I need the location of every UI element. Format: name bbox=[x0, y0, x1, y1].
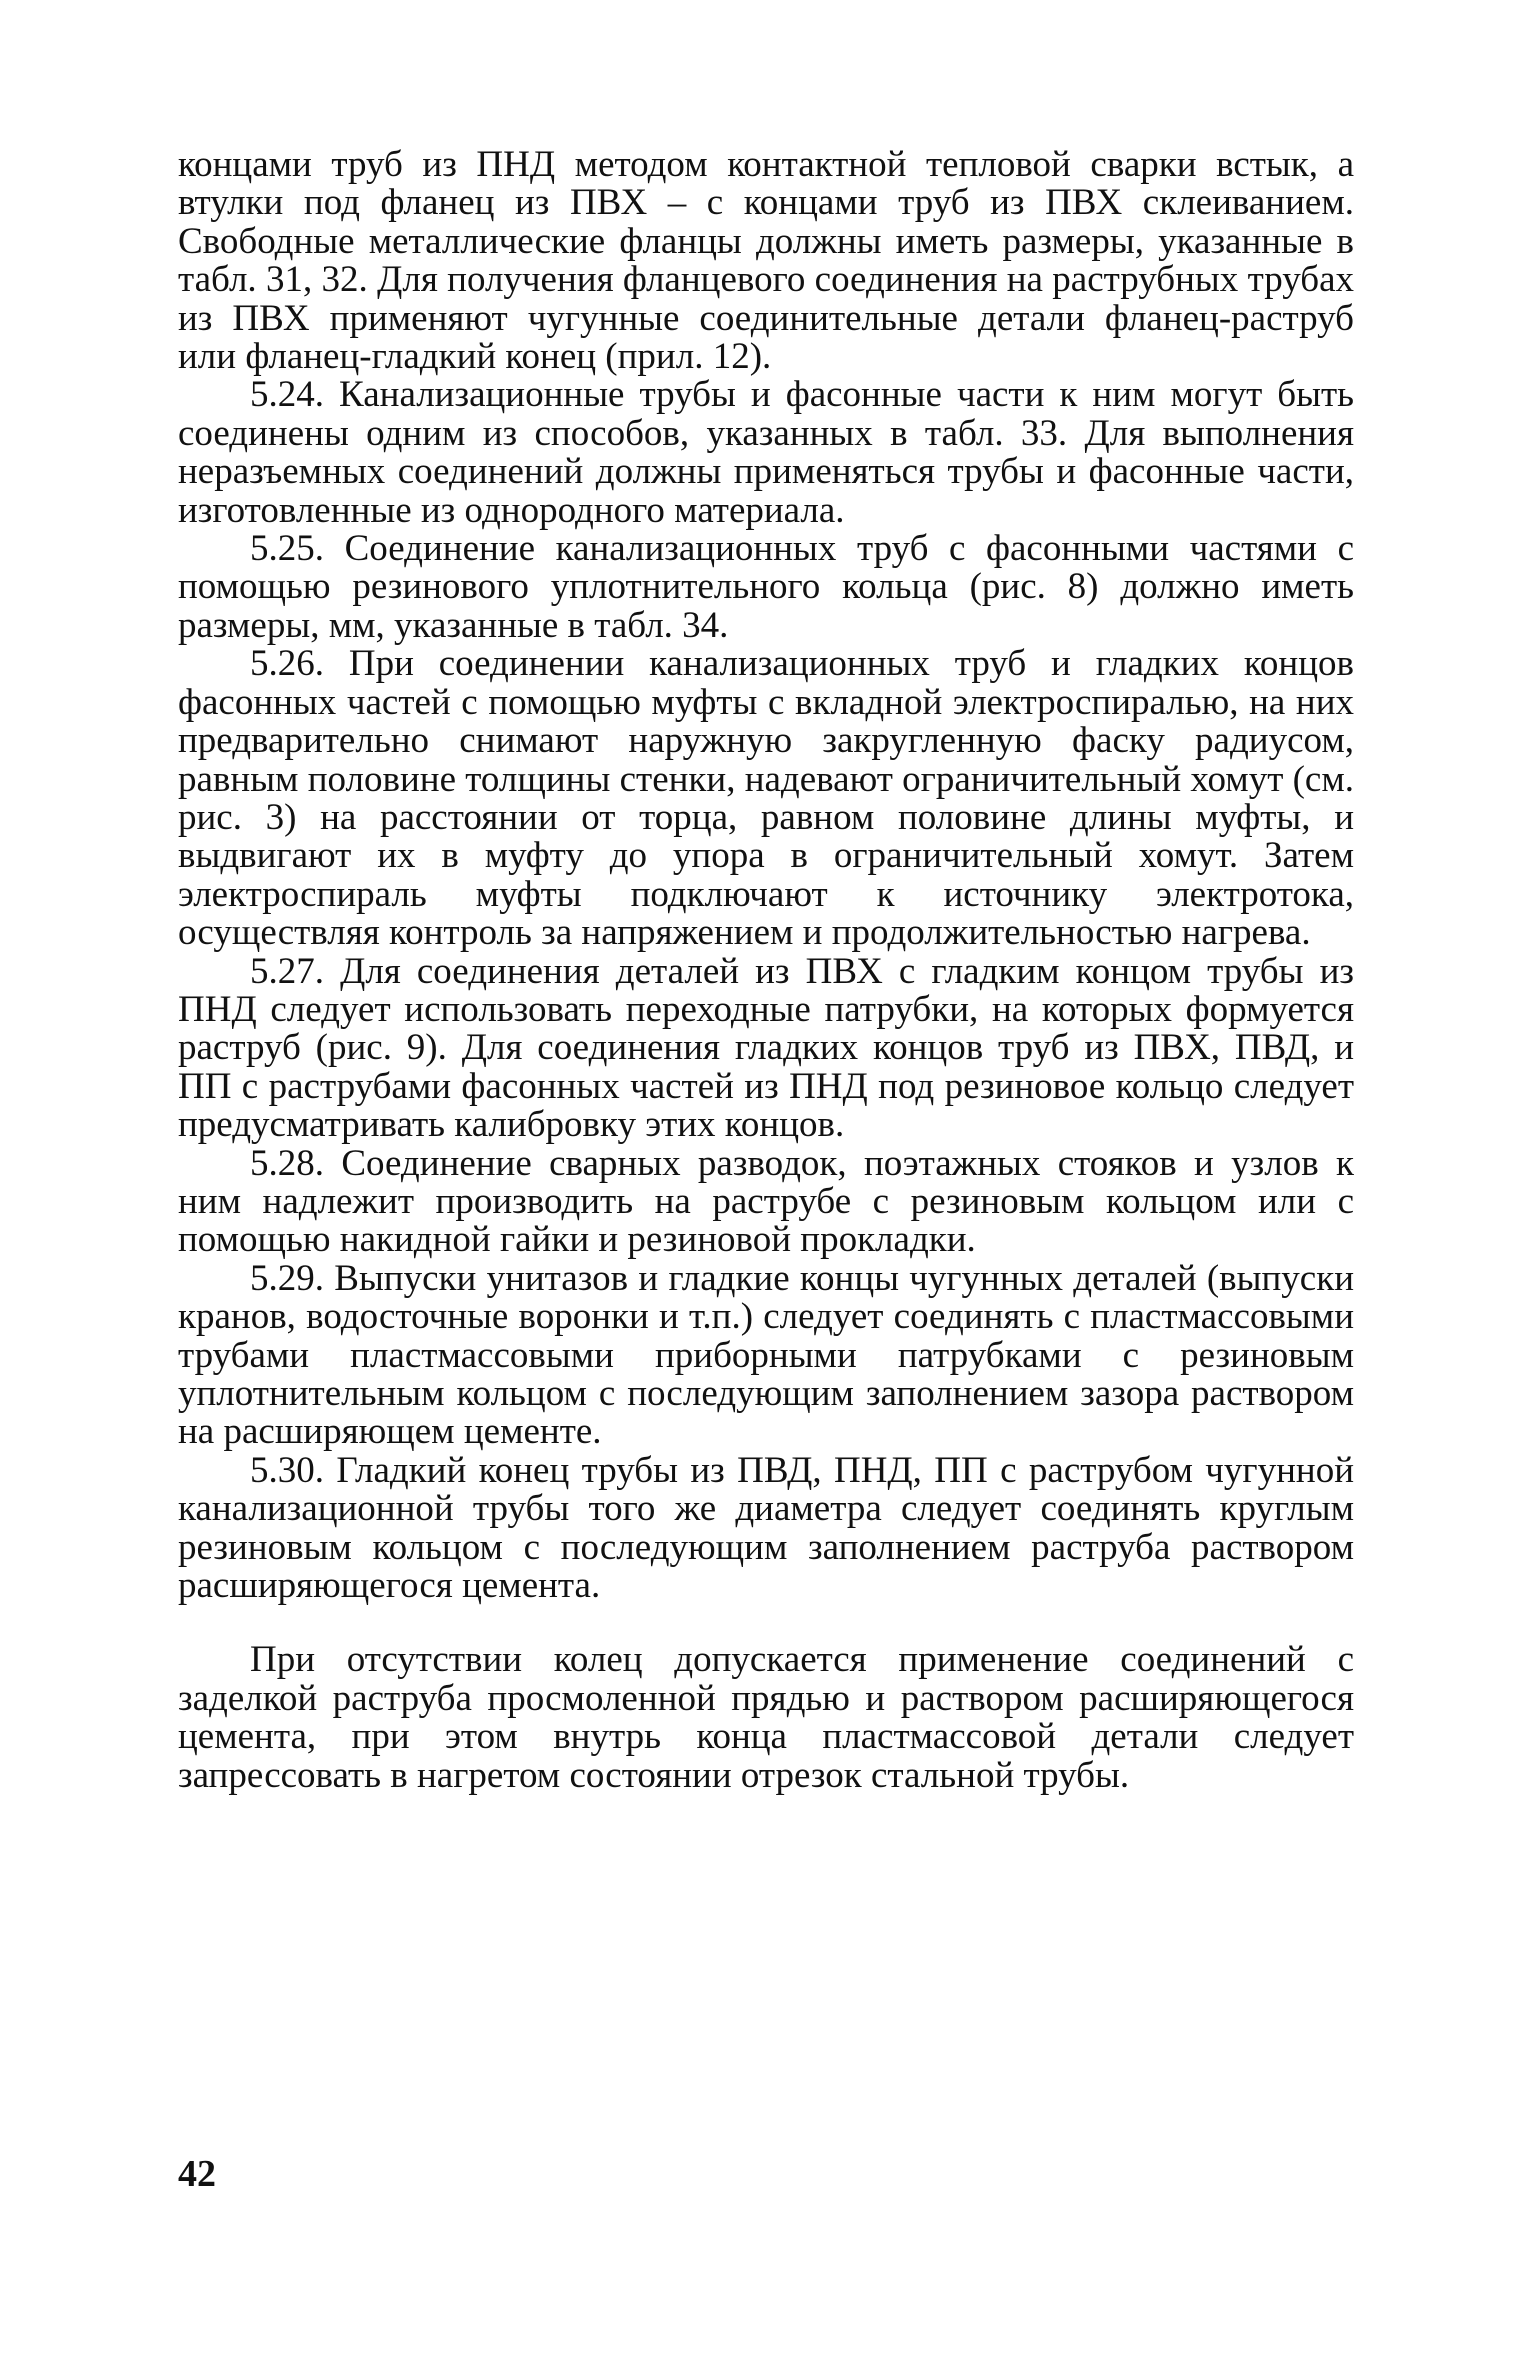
paragraph-5-30: 5.30. Гладкий конец трубы из ПВД, ПНД, ПП с раструбом чугунной канализационной трубы того же диаметра следует соединять круглым резиновым кольцом с последующим заполнением раструба раствором расширяющегося цемента. bbox=[178, 1449, 1354, 1607]
paragraph-5-26: 5.26. При соединении канализационных труб и гладких концов фасонных частей с помощью муфты с вкладной электроспиралью, на них предварительно снимают наружную закругленную фаску радиусом, равным половине толщины стенки, надевают ограничительный хомут (см. рис. 3) на расстоянии от торца, равном половине длины муфты, и выдвигают их в муфту до упора в ограничительный хомут. Затем электроспираль муфты подключают к источнику электротока, осуществляя контроль за напряжением и продолжительностью нагрева. bbox=[178, 643, 1355, 954]
paragraph-continuation: концами труб из ПНД методом контактной тепловой сварки встык, а втулки под фланец из ПВХ – с концами труб из ПВХ склеиванием. Свободные металлические фланцы должны иметь размеры, указанные в табл. 31, 32. Для получения фланцевого соединения на раструбных трубах из ПВХ применяют чугунные соединительные детали фланец-раструб или фланец-гладкий конец (прил. 12). bbox=[178, 144, 1354, 378]
page-number: 42 bbox=[178, 2153, 216, 2195]
paragraph-note: При отсутствии колец допускается применение соединений с заделкой раструба просмоленной прядью и раствором расширяющегося цемента, при этом внутрь конца пластмассовой детали следует запрессовать в нагретом состоянии отрезок стальной трубы. bbox=[178, 1639, 1354, 1796]
paragraph-5-29: 5.29. Выпуски унитазов и гладкие концы чугунных деталей (выпуски кранов, водосточные воронки и т.п.) следует соединять с пластмассовыми трубами пластмассовыми приборными патрубками с резиновым уплотнительным кольцом с последующим заполнением зазора раствором на расширяющем цементе. bbox=[178, 1257, 1354, 1453]
paragraph-5-28: 5.28. Соединение сварных разводок, поэтажных стояков и узлов к ним надлежит производить на раструбе с резиновым кольцом или с помощью накидной гайки и резиновой прокладки. bbox=[178, 1142, 1354, 1261]
paragraph-5-25: 5.25. Соединение канализационных труб с фасонными частями с помощью резинового уплотнительного кольца (рис. 8) должно иметь размеры, мм, указанные в табл. 34. bbox=[178, 528, 1354, 646]
paragraph-5-24: 5.24. Канализационные трубы и фасонные части к ним могут быть соединены одним из способов, указанных в табл. 33. Для выполнения неразъемных соединений должны применяться трубы и фасонные части, изготовленные из однородного материала. bbox=[178, 374, 1354, 531]
body-text bbox=[178, 146, 1354, 1795]
paragraph-5-27: 5.27. Для соединения деталей из ПВХ с гладким концом трубы из ПНД следует использовать переходные патрубки, на которых формуется раструб (рис. 9). Для соединения гладких концов труб из ПВХ, ПВД, и ПП с раструбами фасонных частей из ПНД под резиновое кольцо следует предусматривать калибровку этих концов. bbox=[178, 950, 1354, 1146]
